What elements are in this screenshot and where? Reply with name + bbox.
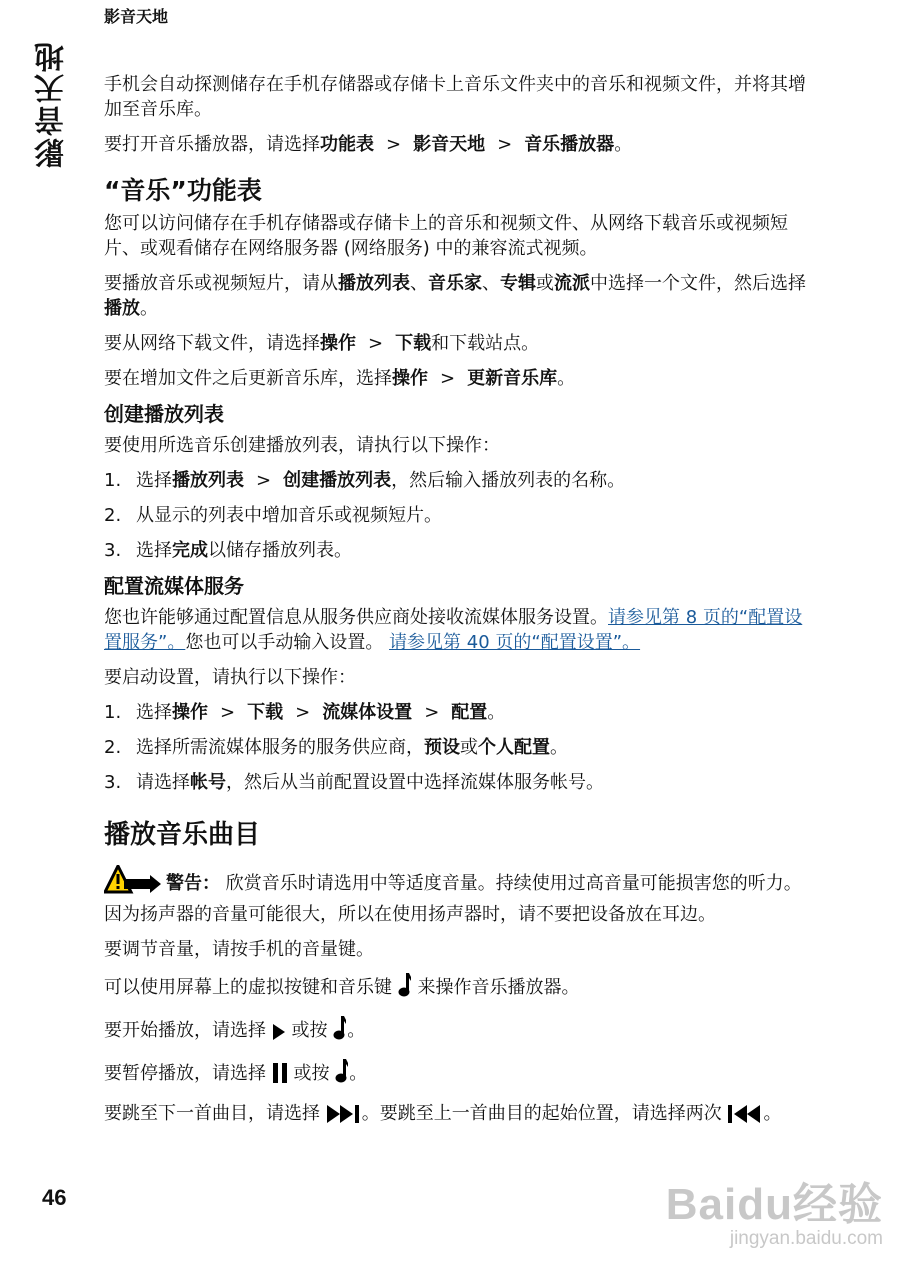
list-item: 1. 选择操作 > 下载 > 流媒体设置 > 配置。 [104,702,506,723]
play-icon [272,1023,286,1048]
streaming-heading: 配置流媒体服务 [104,574,244,598]
music-key-icon [333,1015,347,1048]
list-item: 3. 请选择帐号，然后从当前配置设置中选择流媒体服务帐号。 [104,772,604,793]
skip-paragraph: 要跳至下一首曲目，请选择 。要跳至上一首曲目的起始位置，请选择两次 。 [104,1101,809,1131]
menu-path-functions: 功能表 [320,134,374,155]
volume-paragraph: 要调节音量，请按手机的音量键。 [104,939,374,960]
music-menu-heading: “音乐”功能表 [104,176,262,205]
list-item: 3. 选择完成以储存播放列表。 [104,540,352,561]
start-play-paragraph: 要开始播放，请选择 或按 。 [104,1015,809,1048]
music-menu-paragraph-1: 您可以访问储存在手机存储器或存储卡上的音乐和视频文件、从网络下载音乐或视频短片、或观看储存在网络服务器 (网络服务) 中的兼容流式视频。 [104,213,788,259]
next-track-icon [326,1104,362,1131]
watermark-url: jingyan.baidu.com [729,1228,883,1249]
warning-icon [104,865,162,902]
pause-icon [272,1062,288,1091]
music-menu-paragraph-3: 要从网络下载文件，请选择操作 > 下载和下载站点。 [104,333,540,354]
pause-paragraph: 要暂停播放，请选择 或按 。 [104,1058,809,1091]
intro-paragraph: 手机会自动探测储存在手机存储器或存储卡上音乐文件夹中的音乐和视频文件，并将其增加至音乐库。 [104,74,806,120]
menu-path-media: 影音天地 [413,134,486,155]
streaming-paragraph: 您也许能够通过配置信息从服务供应商处接收流媒体服务设置。请参见第 8 页的“配置设置服务”。您也可以手动输入设置。 请参见第 40 页的“配置设置”。 [104,607,803,653]
streaming-intro: 要启动设置，请执行以下操作： [104,667,356,688]
side-section-label: 影音天地 [35,40,70,168]
link-config-settings[interactable]: 请参见第 40 页的“配置设置”。 [389,632,641,653]
create-playlist-heading: 创建播放列表 [104,402,224,426]
previous-track-icon [727,1104,763,1131]
list-item: 2. 选择所需流媒体服务的服务供应商，预设或个人配置。 [104,737,568,758]
streaming-steps [104,700,809,795]
warning-label: 警告： [166,873,220,894]
music-menu-paragraph-2: 要播放音乐或视频短片，请从播放列表、音乐家、专辑或流派中选择一个文件，然后选择播放。 [104,273,806,319]
list-item: 2. 从显示的列表中增加音乐或视频短片。 [104,505,442,526]
play-music-heading: 播放音乐曲目 [104,820,261,850]
music-key-icon [335,1058,349,1091]
music-menu-paragraph-4: 要在增加文件之后更新音乐库，选择操作 > 更新音乐库。 [104,368,576,389]
list-item: 1. 选择播放列表 > 创建播放列表，然后输入播放列表的名称。 [104,470,626,491]
watermark [666,1168,883,1250]
create-playlist-intro: 要使用所选音乐创建播放列表，请执行以下操作： [104,435,500,456]
music-key-icon [398,972,412,1005]
virtual-keys-paragraph: 可以使用屏幕上的虚拟按键和音乐键 来操作音乐播放器。 [104,972,809,1005]
menu-path-music-player: 音乐播放器 [524,134,615,155]
warning-paragraph: 警告： 欣赏音乐时请选用中等适度音量。持续使用过高音量可能损害您的听力。因为扬声器的音量可能很大，所以在使用扬声器时，请不要把设备放在耳边。 [104,865,809,927]
page-content [104,72,809,1141]
open-player-paragraph: 要打开音乐播放器，请选择功能表 > 影音天地 > 音乐播放器。 [104,134,633,155]
page-number: 46 [42,1185,67,1210]
watermark-logo: Baidu经验 [665,1180,883,1229]
create-playlist-steps [104,468,809,563]
link-config-settings-service[interactable]: 请参见第 8 页的“配置设置服务”。 [104,607,803,653]
header-title: 影音天地 [104,7,169,26]
